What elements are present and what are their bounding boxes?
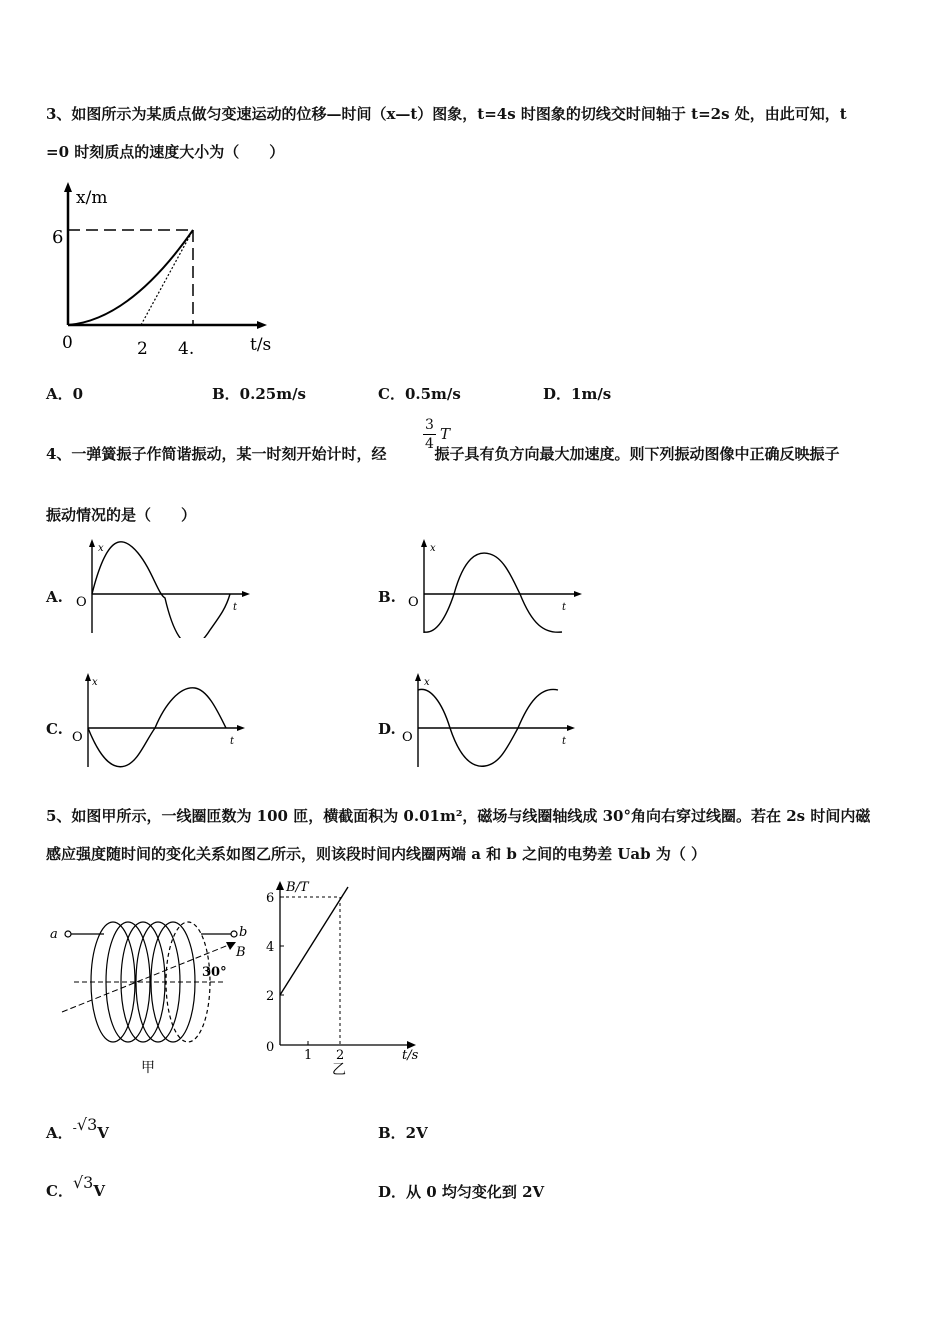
q4-b-wave (424, 553, 562, 632)
q3-origin: 0 (62, 333, 73, 353)
q5-bt-graph (258, 875, 433, 1080)
q4-line1 (46, 443, 839, 464)
svg-text:O: O (408, 595, 419, 610)
svg-text:t: t (562, 602, 567, 613)
svg-text:x: x (92, 677, 98, 688)
q3-tangent-line (141, 230, 193, 325)
q4-option-d-label[interactable]: D. (378, 720, 396, 738)
q3-y-tick: 6 (52, 227, 64, 248)
q3-option-d[interactable]: D．1m/s (543, 385, 612, 403)
svg-text:2: 2 (336, 1048, 345, 1063)
q3-line2: =0 时刻质点的速度大小为（ ） (46, 143, 285, 161)
q5-option-a[interactable]: A．-√3V (46, 1115, 109, 1142)
svg-text:x: x (98, 543, 104, 554)
svg-text:B: B (236, 945, 246, 960)
svg-text:2: 2 (266, 989, 275, 1004)
q4-option-a-graph[interactable] (70, 538, 255, 638)
q3-option-b[interactable]: B．0.25m/s (212, 385, 307, 403)
q4-frac-den: 4 (425, 436, 434, 452)
q3-x-tick-4: 4. (178, 339, 195, 359)
q4-fraction (423, 416, 436, 453)
q5-terminal-b (231, 931, 237, 937)
q5-option-b[interactable]: B．2V (378, 1124, 428, 1142)
q3-option-a[interactable]: A．0 (46, 385, 84, 403)
q3-x-label: t/s (250, 335, 272, 355)
svg-text:4: 4 (266, 940, 275, 955)
svg-text:x: x (430, 543, 436, 554)
svg-text:30°: 30° (202, 965, 227, 980)
svg-text:t: t (233, 602, 238, 613)
q5-terminal-a (65, 931, 71, 937)
q5-bt-line (280, 887, 348, 995)
svg-text:B/T: B/T (286, 880, 309, 895)
q4-option-b-graph[interactable] (402, 538, 587, 638)
svg-text:x: x (424, 677, 430, 688)
q4-option-d-graph[interactable] (400, 672, 585, 772)
q4-frac-var: T (440, 425, 451, 443)
q3-line1: 3、如图所示为某质点做匀变速运动的位移—时间（x—t）图象，t=4s 时图象的切线交时间轴于 t=2s 处，由此可知，t (46, 105, 847, 123)
q4-option-c-label[interactable]: C. (46, 720, 63, 738)
q4-a-wave (92, 542, 230, 638)
q5-bt-caption: 乙 (332, 1062, 346, 1078)
q5-option-c[interactable]: C．√3V (46, 1173, 105, 1200)
q4-text-before: 4、一弹簧振子作简谐振动，某一时刻开始计时，经 (46, 445, 387, 463)
q3-xt-graph (46, 180, 296, 360)
q4-option-b-label[interactable]: B. (378, 588, 396, 606)
q4-c-wave (88, 688, 226, 767)
svg-text:a: a (50, 927, 58, 942)
svg-text:1: 1 (304, 1048, 313, 1063)
svg-text:O: O (76, 595, 87, 610)
svg-text:0: 0 (266, 1040, 275, 1055)
svg-text:O: O (402, 730, 413, 745)
svg-text:t: t (562, 736, 567, 747)
q3-y-arrow (64, 182, 72, 192)
q3-option-c[interactable]: C．0.5m/s (378, 385, 461, 403)
q4-option-c-graph[interactable] (70, 672, 255, 772)
svg-text:6: 6 (266, 891, 275, 906)
q4-frac-num: 3 (425, 417, 434, 433)
q3-y-label: x/m (76, 188, 108, 208)
q3-x-arrow (257, 321, 267, 329)
q3-x-tick-2: 2 (137, 339, 148, 359)
q5-line2: 感应强度随时间的变化关系如图乙所示，则该段时间内线圈两端 a 和 b 之间的电势差 Uab 为（ ） (46, 845, 707, 863)
svg-text:b: b (239, 925, 248, 940)
q5-coil-diagram (46, 900, 261, 1080)
q4-line2: 振动情况的是（ ） (46, 506, 197, 524)
q5-line1: 5、如图甲所示，一线圈匝数为 100 匝，横截面积为 0.01m²，磁场与线圈轴线成 30°角向右穿过线圈。若在 2s 时间内磁 (46, 807, 871, 825)
svg-text:t/s: t/s (402, 1048, 419, 1063)
q3-parabola (68, 230, 193, 325)
q4-text-after: 振子具有负方向最大加速度。则下列振动图像中正确反映振子 (434, 445, 840, 463)
q4-option-a-label[interactable]: A. (46, 588, 63, 606)
q5-option-d[interactable]: D．从 0 均匀变化到 2V (378, 1183, 545, 1201)
svg-text:t: t (230, 736, 235, 747)
svg-text:O: O (72, 730, 83, 745)
q5-coil-caption: 甲 (141, 1060, 155, 1076)
